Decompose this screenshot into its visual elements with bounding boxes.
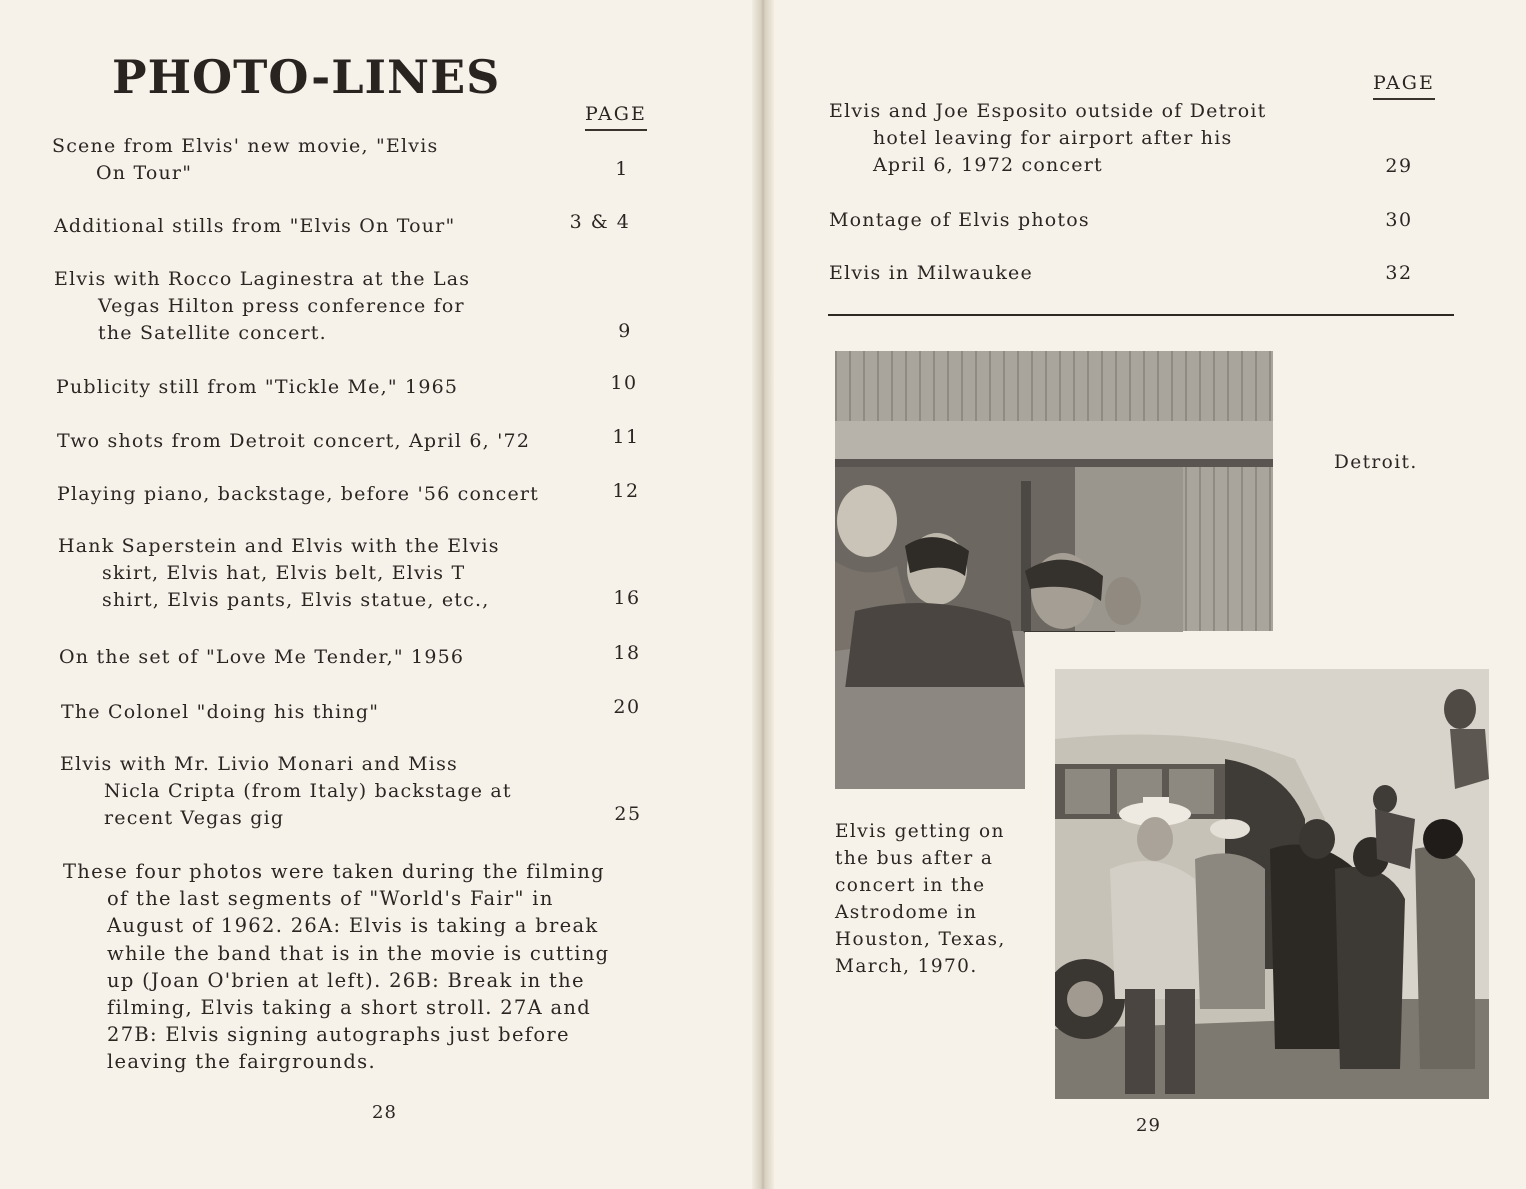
list-item [60,751,512,832]
entry-page-number: 18 [613,642,641,664]
section-divider [828,314,1454,316]
right-page-column-header: PAGE [1373,72,1435,100]
entry-line: Hank Saperstein and Elvis with the Elvis [58,535,500,557]
list-item [58,533,500,614]
list-item [59,644,464,671]
detroit-caption: Detroit. [1334,452,1418,473]
entry-page-number: 1 [615,158,629,180]
entry-line: Elvis in Milwaukee [829,262,1033,284]
paragraph-line: of the last segments of "World's Fair" in [107,887,554,911]
entry-line: Publicity still from "Tickle Me," 1965 [56,376,459,398]
list-item [61,699,379,726]
entry-line: Scene from Elvis' new movie, "Elvis [52,135,439,157]
entry-line: April 6, 1972 concert [873,154,1103,176]
entry-line: Elvis with Rocco Laginestra at the Las [54,268,471,290]
paragraph-line: filming, Elvis taking a short stroll. 27A and [107,996,592,1020]
paragraph-line: August of 1962. 26A: Elvis is taking a break [107,914,599,938]
caption-line: Astrodome in [835,902,978,923]
list-item [54,213,455,240]
entry-line: Playing piano, backstage, before '56 concert [57,483,540,505]
caption-line: the bus after a [835,848,994,869]
paragraph-line: 27B: Elvis signing autographs just before [107,1023,570,1047]
entry-page-number: 29 [1385,155,1413,177]
paragraph-line: up (Joan O'brien at left). 26B: Break in the [107,968,585,992]
entry-line: Nicla Cripta (from Italy) backstage at [104,780,512,802]
list-item [829,98,1266,179]
caption-line: March, 1970. [835,956,978,977]
entry-page-number: 25 [614,803,642,825]
list-item [56,374,458,401]
paragraph-line: These four photos were taken during the filming [63,860,605,883]
entry-page-number: 12 [612,480,640,502]
left-page-column-header: PAGE [585,103,647,131]
entry-line: Elvis and Joe Esposito outside of Detroit [829,100,1267,122]
entry-line: shirt, Elvis pants, Elvis statue, etc., [102,589,490,611]
entry-line: Two shots from Detroit concert, April 6, '72 [57,430,531,452]
entry-line: The Colonel "doing his thing" [61,701,380,723]
entry-page-number: 10 [610,372,638,394]
houston-bus-photo [1055,669,1489,1099]
entry-page-number: 9 [618,320,632,342]
world-fair-paragraph [63,858,609,1076]
entry-line: On the set of "Love Me Tender," 1956 [59,646,465,668]
list-item [57,481,539,508]
entry-page-number: 20 [613,696,641,718]
caption-line: concert in the [835,875,986,896]
list-item [52,133,438,187]
paragraph-line: leaving the fairgrounds. [107,1050,376,1074]
caption-line: Elvis getting on [835,821,1005,842]
entry-line: the Satellite concert. [98,322,327,344]
entry-line: hotel leaving for airport after his [873,127,1233,149]
page-title: PHOTO-LINES [112,50,501,104]
entry-page-number: 16 [613,587,641,609]
right-page-number: 29 [1136,1115,1161,1136]
entry-line: Montage of Elvis photos [829,209,1090,231]
houston-caption [835,818,1006,980]
paragraph-line: while the band that is in the movie is cutting [107,941,610,965]
entry-page-number: 11 [612,426,640,448]
list-item [829,260,1033,287]
entry-line: Additional stills from "Elvis On Tour" [54,215,456,237]
entry-page-number: 32 [1385,262,1413,284]
list-item [57,428,530,455]
caption-line: Houston, Texas, [835,929,1006,950]
entry-page-number: 30 [1385,209,1413,231]
left-page-number: 28 [372,1102,397,1123]
entry-line: skirt, Elvis hat, Elvis belt, Elvis T [102,562,466,584]
entry-page-number: 3 & 4 [569,211,631,233]
book-gutter [752,0,774,1189]
list-item [54,266,470,347]
entry-line: Elvis with Mr. Livio Monari and Miss [60,753,458,775]
entry-line: recent Vegas gig [104,807,285,829]
entry-line: Vegas Hilton press conference for [98,295,465,317]
list-item [829,207,1090,234]
entry-line: On Tour" [96,162,193,184]
